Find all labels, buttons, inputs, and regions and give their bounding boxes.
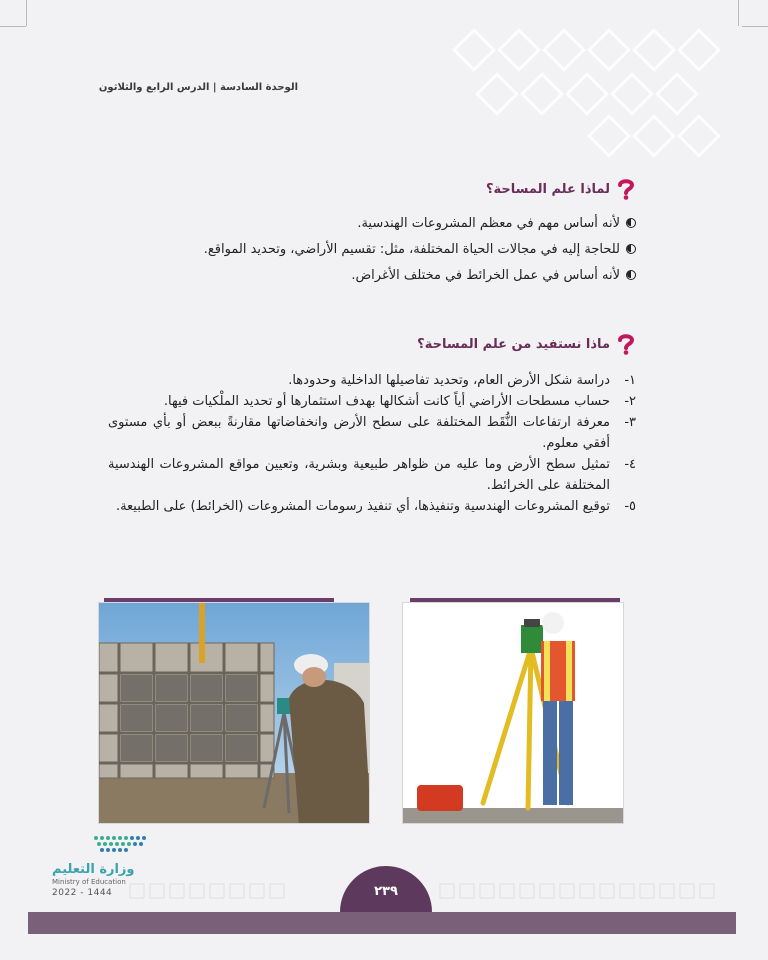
item-text: دراسة شكل الأرض العام، وتحديد تفاصيلها الداخلية وحدودها.	[288, 373, 610, 388]
item-number: ٤-	[624, 457, 636, 472]
section2-title	[417, 333, 636, 355]
construction-survey-photo	[98, 602, 370, 824]
half-circle-bullet-icon	[626, 218, 636, 228]
bullet-text: لأنه أساس مهم في معظم المشروعات الهندسية.	[357, 215, 620, 231]
construction-survey-illustration	[99, 603, 370, 824]
half-circle-bullet-icon	[626, 270, 636, 280]
section2-numbered-list	[108, 370, 636, 517]
surveyor-illustration	[403, 603, 624, 824]
list-item	[116, 236, 636, 262]
section2-title-text: ماذا نستفيد من علم المساحة؟	[417, 336, 610, 352]
list-item	[108, 370, 636, 391]
list-item	[108, 412, 636, 454]
ministry-name-english: Ministry of Education	[52, 878, 126, 886]
edition-year: 2022 - 1444	[52, 888, 113, 898]
item-text: حساب مسطحات الأراضي أياً كانت أشكالها بهدف استثمارها أو تحديد الملْكيات فيها.	[163, 394, 610, 409]
half-circle-bullet-icon	[626, 244, 636, 254]
item-number: ٥-	[624, 499, 636, 514]
page-number: ٢٣٩	[374, 884, 398, 899]
item-text: تمثيل سطح الأرض وما عليه من ظواهر طبيعية وبشرية، وتعيين مواقع المشروعات الهندسية المختلفة على الخرائط.	[108, 457, 610, 493]
list-item	[108, 454, 636, 496]
section1-bullet-list	[116, 210, 636, 288]
crop-mark-top-right-h	[742, 26, 768, 27]
list-item	[116, 262, 636, 288]
crop-mark-top-right	[738, 0, 739, 26]
question-mark-icon	[616, 333, 636, 355]
bullet-text: للحاجة إليه في مجالات الحياة المختلفة، مثل: تقسيم الأراضي، وتحديد المواقع.	[203, 241, 620, 257]
crop-mark-top-left	[26, 0, 27, 26]
list-item	[108, 391, 636, 412]
section1-title-text: لماذا علم المساحة؟	[486, 181, 610, 197]
footer-band	[28, 912, 736, 934]
crop-mark-top-left-h	[0, 26, 26, 27]
bullet-text: لأنه أساس في عمل الخرائط في مختلف الأغراض.	[351, 267, 620, 283]
question-mark-icon	[616, 178, 636, 200]
item-text: معرفة ارتفاعات النُّقَط المختلفة على سطح الأرض وانخفاضاتها مقارنةً ببعض أو بأي مستوى أفقي معلوم.	[108, 415, 610, 451]
item-number: ٣-	[624, 415, 636, 430]
list-item	[116, 210, 636, 236]
unit-lesson-header: الوحدة السادسة | الدرس الرابع والثلاثون	[98, 82, 298, 93]
item-text: توقيع المشروعات الهندسية وتنفيذها، أي تنفيذ رسومات المشروعات (الخرائط) على الطبيعة.	[115, 499, 610, 514]
ministry-name-arabic: وزارة التعليم	[52, 862, 135, 877]
section1-title	[486, 178, 636, 200]
ministry-dots-icon	[92, 834, 148, 858]
surveyor-photo	[402, 602, 624, 824]
item-number: ١-	[624, 373, 636, 388]
ministry-logo	[52, 834, 162, 898]
list-item	[108, 496, 636, 517]
item-number: ٢-	[624, 394, 636, 409]
